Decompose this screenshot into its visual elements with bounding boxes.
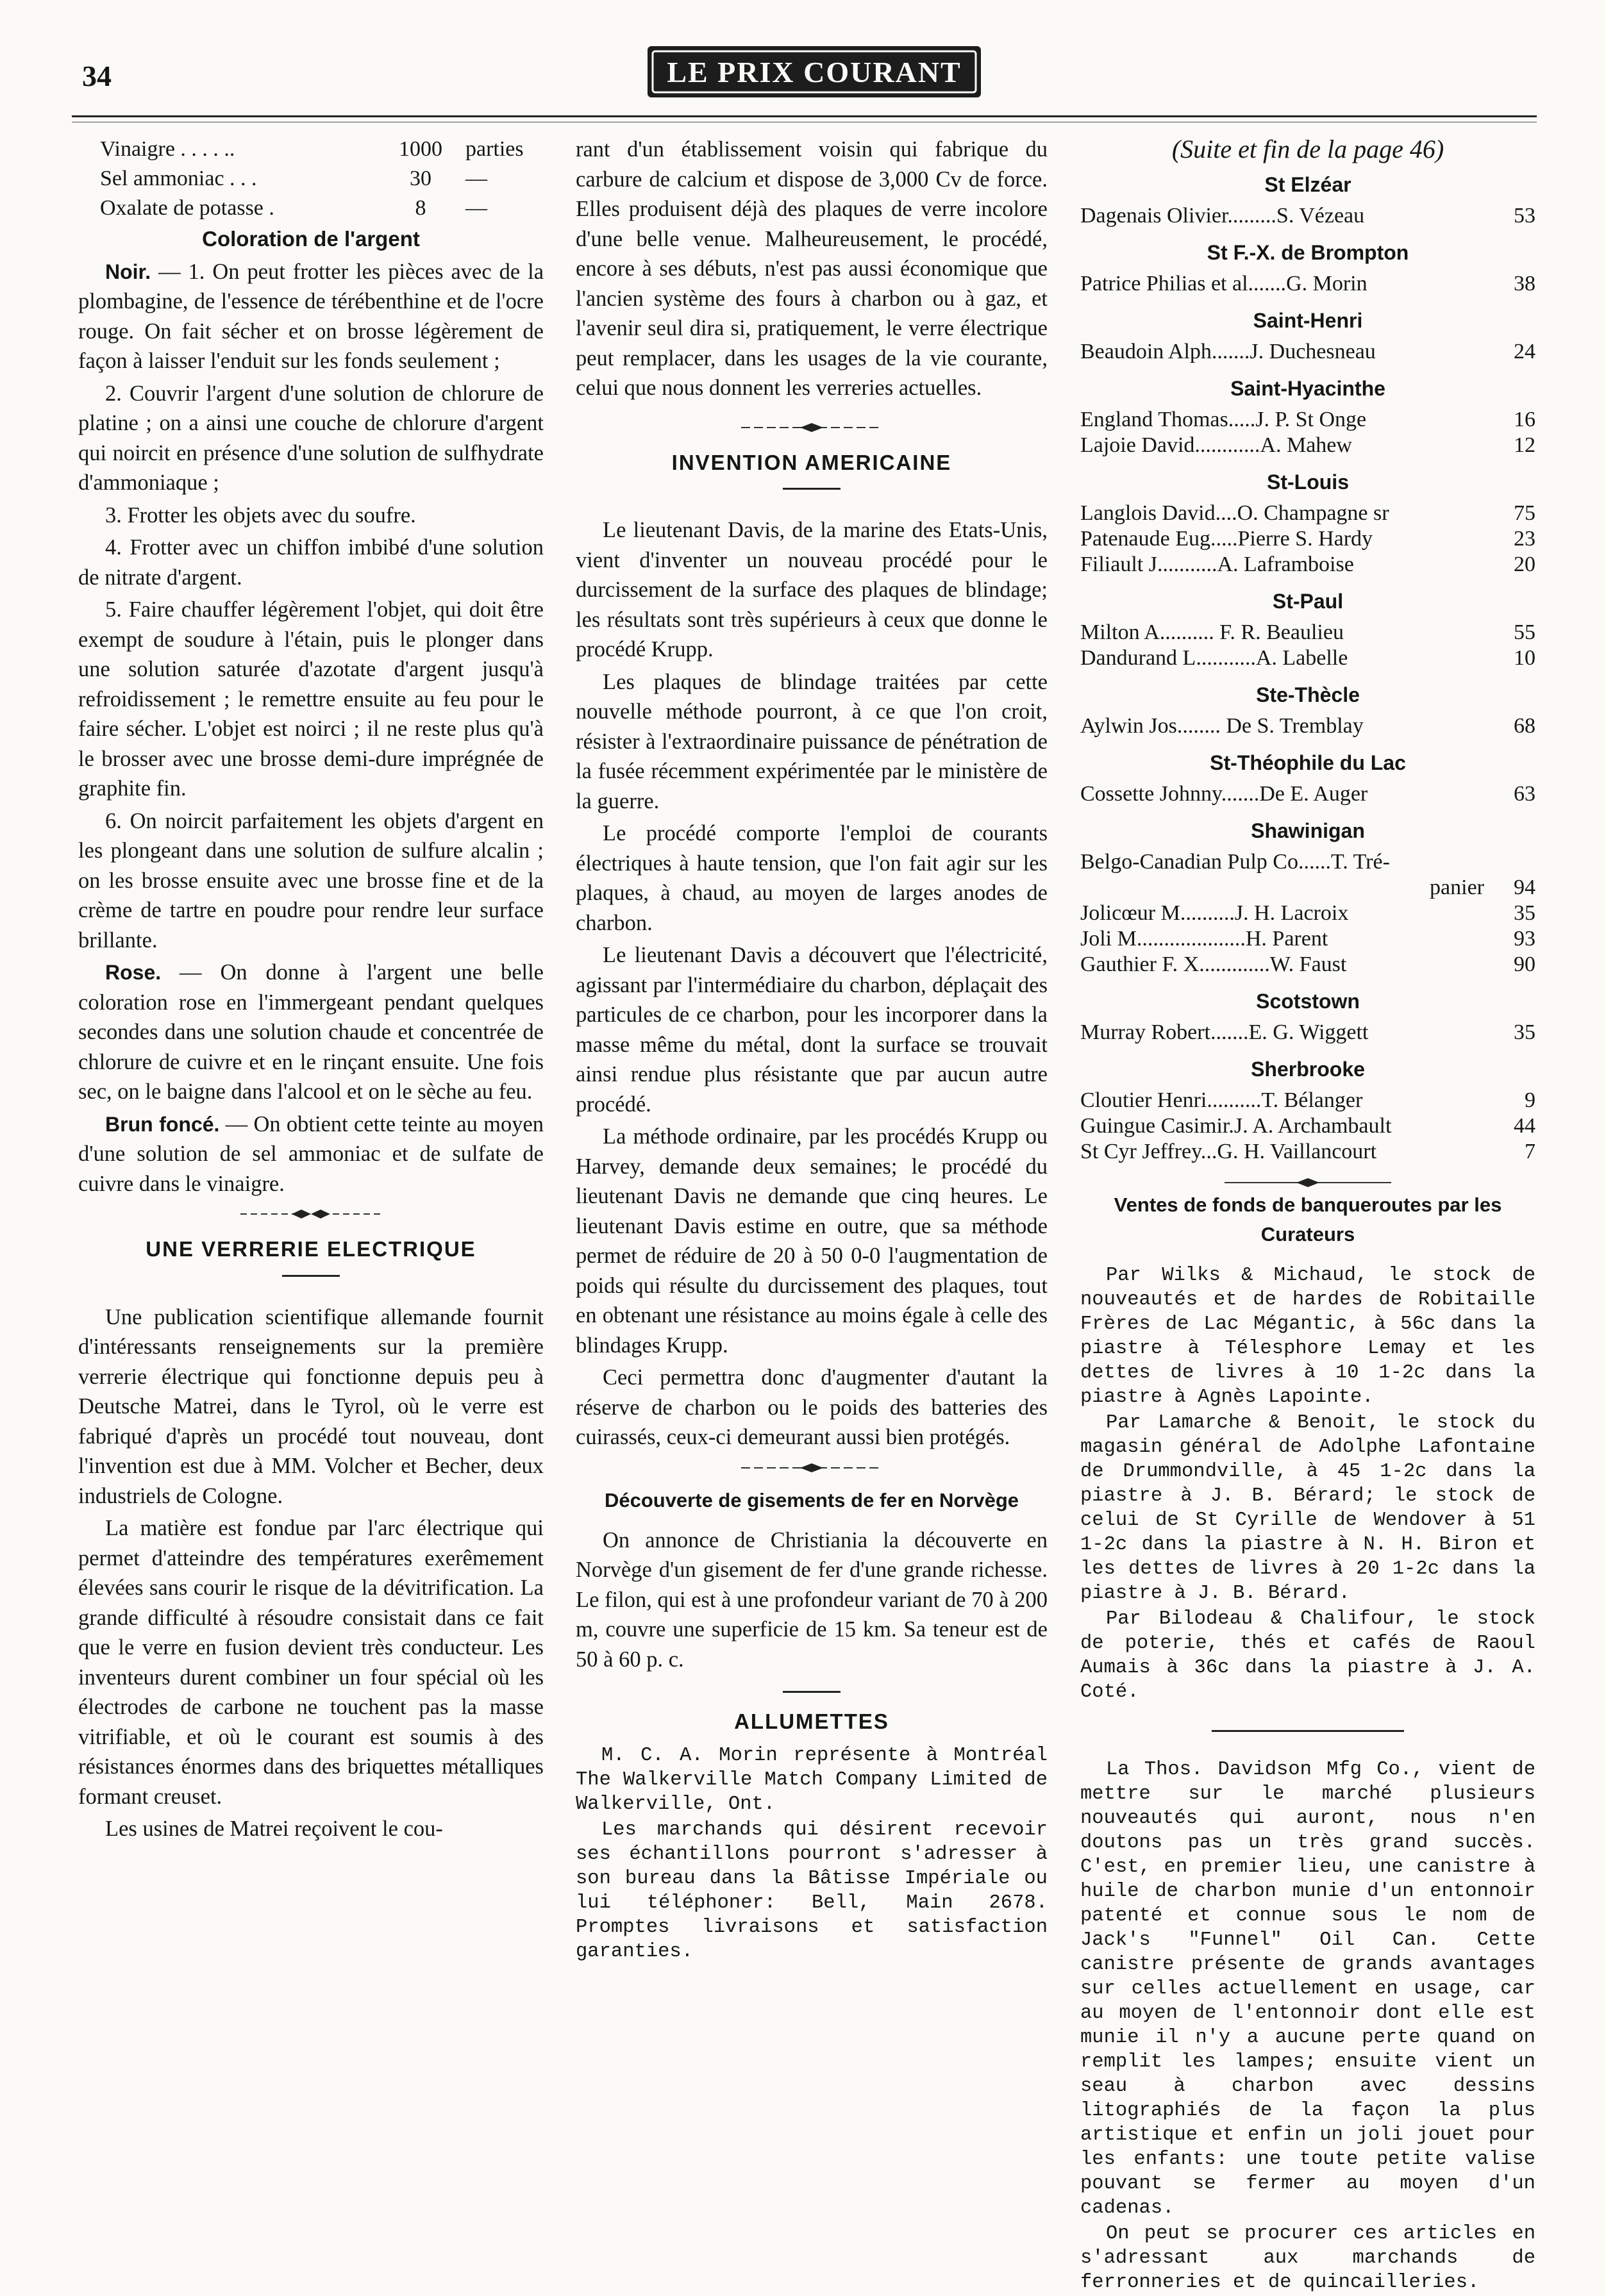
paragraph: La Thos. Davidson Mfg Co., vient de mettre sur le marché plusieurs nouveautés qui auront, nous n'en doutons pas un très grand succès. C'est, en premier lieu, une canistre à huile de charbon munie d'un entonnoir patenté et connue sous le nom de Jack's "Funnel" Oil Can. Cette canistre présente de grands avantages sur celles actuellement en usage, car au moyen de l'entonnoir dont elle est munie il n'y a aucune perte quand on remplit les lampes; ensuite vient un seau à charbon avec dessins litographiés de la façon la plus artistique et enfin un joli jouet pour les enfants: une toute petite valise pouvant se fermer au moyen d'un cadenas. [1080, 1758, 1535, 2219]
paragraph [78, 1110, 544, 1199]
entry-number: 53 [1514, 203, 1535, 228]
entry-text: Milton A.......... F. R. Beaulieu [1080, 620, 1344, 644]
entry-text: Guingue Casimir.J. A. Archambault [1080, 1113, 1392, 1138]
entry-text: Dagenais Olivier.........S. Vézeau [1080, 203, 1365, 228]
lead-label: Noir. [105, 260, 151, 283]
column-left [78, 135, 544, 1847]
entry-text: Patenaude Eug.....Pierre S. Hardy [1080, 526, 1373, 551]
paragraph: On peut se procurer ces articles en s'adressant aux marchands de ferronneries et de quincailleries. [1080, 2222, 1535, 2293]
recipe-row [100, 164, 544, 194]
entry-text: Gauthier F. X.............W. Faust [1080, 952, 1347, 976]
recipe-name: Sel ammoniac . . . [100, 167, 257, 190]
paragraph: Par Wilks & Michaud, le stock de nouveautés et de hardes de Robitaille Frères de Lac Mégantic, à 56c dans la piastre à Télesphore Lemay et les dettes de livres à 10 1-2c dans la piastre à Agnès Lapointe. [1080, 1264, 1535, 1408]
spacer [1080, 739, 1535, 748]
small-print-block [1080, 1758, 1535, 2295]
recipe-name: Oxalate de potasse . [100, 196, 274, 220]
entry-text: Langlois David....O. Champagne sr [1080, 501, 1389, 525]
list-item [1080, 339, 1535, 365]
town-heading: Saint-Hyacinthe [1230, 376, 1385, 400]
spacer [1080, 458, 1535, 467]
town-heading: Saint-Henri [1253, 308, 1363, 332]
entry-number [1491, 849, 1535, 875]
entry-text: Belgo-Canadian Pulp Co......T. Tré- [1080, 849, 1390, 874]
paragraph: Les marchands qui désirent recevoir ses échantillons pourront s'adresser à son bureau dans la Bâtisse Impériale ou lui téléphoner: Bell, Main 2678. Promptes livraisons et satisfaction garanties. [576, 1818, 1048, 1963]
entry-number: 55 [1514, 620, 1535, 644]
paragraph: On annonce de Christiania la découverte en Norvège d'un gisement de fer d'une grande richesse. Le filon, qui est à une profondeur variant de 70 à 200 m, couvre une superficie de 15 km. Sa teneur est de 50 à 60 p. c. [576, 1527, 1048, 1672]
entry-number: 24 [1514, 339, 1535, 363]
recipe-qty: 8 [415, 196, 426, 220]
entry-number: 35 [1514, 1020, 1535, 1044]
article-title: Découverte de gisements de fer en Norvège [604, 1488, 1019, 1511]
recipe-row [100, 194, 544, 223]
list-item [1080, 952, 1535, 977]
spacer [1080, 1045, 1535, 1054]
header-rule [72, 115, 1537, 117]
entry-number: 63 [1514, 781, 1535, 806]
title-rule [783, 488, 841, 490]
recipe-unit: — [465, 167, 487, 190]
paragraph: Par Bilodeau & Chalifour, le stock de poterie, thés et cafés de Raoul Aumais à 36c dans la piastre à J. A. Coté. [1080, 1608, 1535, 1703]
paragraph: Les plaques de blindage traitées par cette nouvelle méthode pourront, à ce que l'on croit, résister à l'extraordinaire puissance de pénétration de la fusée récemment expérimentée par le ministère de la guerre. [576, 669, 1048, 813]
list-item [1080, 901, 1535, 926]
paragraph: Une publication scientifique allemande fournit d'intéressants renseignements sur la première verrerie électrique qui fonctionne depuis peu à Deutsche Matrei, dans le Tyrol, où le verre est fabriqué d'après un procédé tout nouveau, dont l'invention est due à MM. Volcher et Becher, deux industriels de Cologne. [78, 1304, 544, 1508]
ornament-divider [78, 1208, 544, 1220]
small-print-block [1080, 1263, 1535, 1704]
list-item [1080, 1020, 1535, 1045]
entry-text: England Thomas.....J. P. St Onge [1080, 407, 1367, 431]
title-rule [282, 1275, 340, 1277]
paragraph: 6. On noircit parfaitement les objets d'argent en les plongeant dans une solution de sulfure alcalin ; on les brosse ensuite avec une brosse fine et de la crème de tartre en poudre pour rendre leur surface brillante. [78, 808, 544, 953]
paragraph: M. C. A. Morin représente à Montréal The Walkerville Match Company Limited de Walkerville, Ont. [576, 1744, 1048, 1815]
list-item [1080, 849, 1535, 875]
entry-text: Cloutier Henri..........T. Bélanger [1080, 1088, 1363, 1112]
paragraph: Ceci permettra donc d'augmenter d'autant la réserve de charbon ou le poids des batteries des cuirassés, ceux-ci demeurant aussi bien protégés. [576, 1365, 1048, 1449]
entry-number: 10 [1514, 645, 1535, 670]
recipe-name: Vinaigre . . . . .. [100, 137, 235, 161]
spacer [1080, 229, 1535, 238]
list-item [1080, 926, 1535, 952]
town-heading: Ste-Thècle [1256, 683, 1360, 706]
article-title: UNE VERRERIE ELECTRIQUE [146, 1237, 476, 1261]
paragraph: Le lieutenant Davis a découvert que l'électricité, agissant par l'intermédiaire du charbon, déplaçait des particules de ce charbon, pour les incorporer dans la masse même du métal, dont la surface se trouvait ainsi rendue plus résistante que par aucun autre procédé. [576, 943, 1048, 1117]
entry-number: 75 [1514, 501, 1535, 525]
entry-text: Jolicœur M..........J. H. Lacroix [1080, 901, 1349, 925]
section-rule [783, 1691, 841, 1693]
masthead-text: LE PRIX COURANT [667, 56, 962, 88]
list-item [1080, 1088, 1535, 1113]
entry-number: 35 [1514, 901, 1535, 925]
entry-number: 94 [1514, 875, 1535, 899]
town-heading: Scotstown [1256, 989, 1360, 1013]
entry-number: 38 [1514, 271, 1535, 295]
spacer [1080, 1165, 1535, 1174]
recipe-unit: — [465, 196, 487, 220]
recipe-unit: parties [465, 137, 524, 161]
column-middle [576, 135, 1048, 1965]
list-item [1080, 203, 1535, 229]
spacer [1080, 297, 1535, 306]
list-item [1080, 1139, 1535, 1165]
town-list [1080, 170, 1535, 1174]
entry-number: 68 [1514, 713, 1535, 738]
list-item [1080, 526, 1535, 552]
entry-text: Dandurand L...........A. Labelle [1080, 645, 1348, 670]
spacer [1080, 977, 1535, 986]
continuation-note: (Suite et fin de la page 46) [1171, 135, 1444, 163]
paragraph-text: — On obtient cette teinte au moyen d'une solution de sel ammoniac et de sulfate de cuivre dans le vinaigre. [78, 1111, 544, 1196]
recipe-qty: 30 [410, 167, 431, 190]
entry-number: 93 [1514, 926, 1535, 951]
entry-text: panier [1430, 875, 1484, 899]
spacer [1080, 365, 1535, 374]
list-item [1080, 433, 1535, 458]
paragraph: Le lieutenant Davis, de la marine des Etats-Unis, vient d'inventer un nouveau procédé pour le durcissement de la surface des plaques de blindage; les résultats sont très supérieurs à ceux que donne le procédé Krupp. [576, 518, 1048, 661]
entry-number: 20 [1514, 552, 1535, 576]
paragraph: Les usines de Matrei reçoivent le cou- [105, 1817, 443, 1841]
paragraph: Le procédé comporte l'emploi de courants électriques à haute tension, que l'on fait agir sur les plaques, à chaud, au moyen de larges anodes de charbon. [576, 821, 1048, 935]
list-item [1080, 875, 1535, 901]
paragraph [78, 257, 544, 376]
entry-text: Lajoie David............A. Mahew [1080, 433, 1352, 457]
list-item [1080, 1113, 1535, 1139]
lead-label: Brun foncé. [105, 1112, 220, 1136]
entry-number: 90 [1514, 952, 1535, 976]
list-item [1080, 645, 1535, 671]
entry-text: Murray Robert.......E. G. Wiggett [1080, 1020, 1369, 1044]
paragraph [78, 958, 544, 1107]
list-item [1080, 271, 1535, 297]
list-item [1080, 620, 1535, 645]
spacer [1080, 807, 1535, 816]
article-title: Ventes de fonds de banqueroutes par les Curateurs [1114, 1193, 1502, 1245]
paragraph: 3. Frotter les objets avec du soufre. [105, 503, 416, 528]
entry-number: 16 [1514, 407, 1535, 431]
entry-number: 44 [1514, 1113, 1535, 1138]
masthead-logo [648, 40, 981, 101]
list-item [1080, 713, 1535, 739]
ornament-divider [1080, 1176, 1535, 1189]
ornament-divider [576, 1461, 1048, 1474]
section-rule [1212, 1730, 1404, 1732]
paragraph: La matière est fondue par l'arc électrique qui permet d'atteindre des températures exerêmement élevées sans courir le risque de la dévitrification. La grande difficulté à résoudre consistait dans ce fait que le verre en fusion devient très conducteur. Les inventeurs durent combiner un four spécial où les électrodes de carbone ne touchent pas la masse vitrifiable, et où le courant est soumis à des résistances énormes dans des briquettes métalliques formant creuset. [78, 1516, 544, 1809]
entry-text: Patrice Philias et al.......G. Morin [1080, 271, 1368, 295]
entry-text: Cossette Johnny.......De E. Auger [1080, 781, 1368, 806]
town-heading: St Elzéar [1264, 172, 1351, 196]
paragraph: La méthode ordinaire, par les procédés Krupp ou Harvey, demande deux semaines; le procédé du lieutenant Davis ne demande que cinq heures. Le lieutenant Davis estime en outre, que sa méthode permet de réduire de 20 à 50 0-0 l'augmentation de poids qui résulte du durcissement des plaques, tout en obtenant une résistance au moins égale à celle des blindages Krupp. [576, 1124, 1048, 1358]
list-item [1080, 552, 1535, 578]
recipe-table [100, 135, 544, 223]
paragraph: 2. Couvrir l'argent d'une solution de chlorure de platine ; on a ainsi une couche de chlorure d'argent qui noircit en présence d'une solution de sulfhydrate d'ammoniaque ; [78, 381, 544, 495]
ornament-divider [576, 421, 1048, 434]
column-right [1080, 135, 1535, 2296]
town-heading: St F.-X. de Brompton [1207, 240, 1409, 264]
article-title: INVENTION AMERICAINE [671, 450, 952, 474]
paragraph-text: — 1. On peut frotter les pièces avec de la plombagine, de l'essence de térébenthine et de l'ocre rouge. On fait sécher et on brosse légèrement de façon à laisser l'enduit sur les fonds seulement ; [78, 259, 544, 373]
recipe-row [100, 135, 544, 164]
lead-label: Rose. [105, 961, 162, 984]
entry-number: 7 [1525, 1139, 1535, 1163]
article-title: ALLUMETTES [734, 1710, 889, 1733]
paragraph: 4. Frotter avec un chiffon imbibé d'une solution de nitrate d'argent. [78, 535, 544, 590]
small-print-block [576, 1743, 1048, 1964]
section-subtitle: Coloration de l'argent [202, 227, 420, 251]
paragraph: 5. Faire chauffer légèrement l'objet, qui doit être exempt de soudure à l'étain, puis le plonger dans une solution saturée d'azotate d'argent jusqu'à refroidissement ; le remettre ensuite au feu pour le faire sécher. L'objet est noirci ; il ne reste plus qu'à le brosser avec une brosse demi-dure imprégnée de graphite fin. [78, 597, 544, 801]
list-item [1080, 781, 1535, 807]
paragraph: Par Lamarche & Benoit, le stock du magasin général de Adolphe Lafontaine de Drummondville, à 45 1-2c dans la piastre à J. B. Bérard; le stock de celui de St Cyrille de Wendover à 51 1-2c dans la piastre à N. H. Biron et les dettes de livres à 20 1-2c dans la piastre à J. B. Bérard. [1080, 1411, 1535, 1604]
spacer [1080, 671, 1535, 680]
spacer [1080, 578, 1535, 586]
paragraph-text: — On donne à l'argent une belle coloration rose en l'immergeant pendant quelques secondes dans une solution chaude et concentrée de chlorure de cuivre et en le rinçant ensuite. Une fois sec, on le baigne dans l'alcool et on le sèche au feu. [78, 960, 544, 1104]
entry-number: 9 [1525, 1088, 1535, 1112]
page-number: 34 [82, 60, 112, 92]
entry-text: Joli M....................H. Parent [1080, 926, 1328, 951]
town-heading: St-Louis [1267, 470, 1349, 494]
entry-text: Filiault J...........A. Laframboise [1080, 552, 1354, 576]
list-item [1080, 501, 1535, 526]
entry-number: 12 [1514, 433, 1535, 457]
entry-text: St Cyr Jeffrey...G. H. Vaillancourt [1080, 1139, 1377, 1163]
recipe-qty: 1000 [399, 137, 442, 161]
town-heading: St-Paul [1272, 589, 1344, 613]
town-heading: St-Théophile du Lac [1210, 751, 1406, 774]
entry-number: 23 [1514, 526, 1535, 551]
town-heading: Shawinigan [1251, 819, 1365, 842]
entry-text: Beaudoin Alph.......J. Duchesneau [1080, 339, 1376, 363]
paragraph: rant d'un établissement voisin qui fabrique du carbure de calcium et dispose de 3,000 Cv de force. Elles produisent déjà des plaques de verre incolore d'une belle venue. Malheureusement, le procédé, encore à ses débuts, n'est pas aussi économique que l'ancien système des fours à charbon ou à gaz, et l'avenir seul dira si, pratiquement, le verre électrique peut remplacer, dans les usages de la vie courante, celui que nous donnent les verreries actuelles. [576, 137, 1048, 400]
list-item [1080, 407, 1535, 433]
entry-text: Aylwin Jos........ De S. Tremblay [1080, 713, 1364, 738]
town-heading: Sherbrooke [1251, 1057, 1365, 1081]
